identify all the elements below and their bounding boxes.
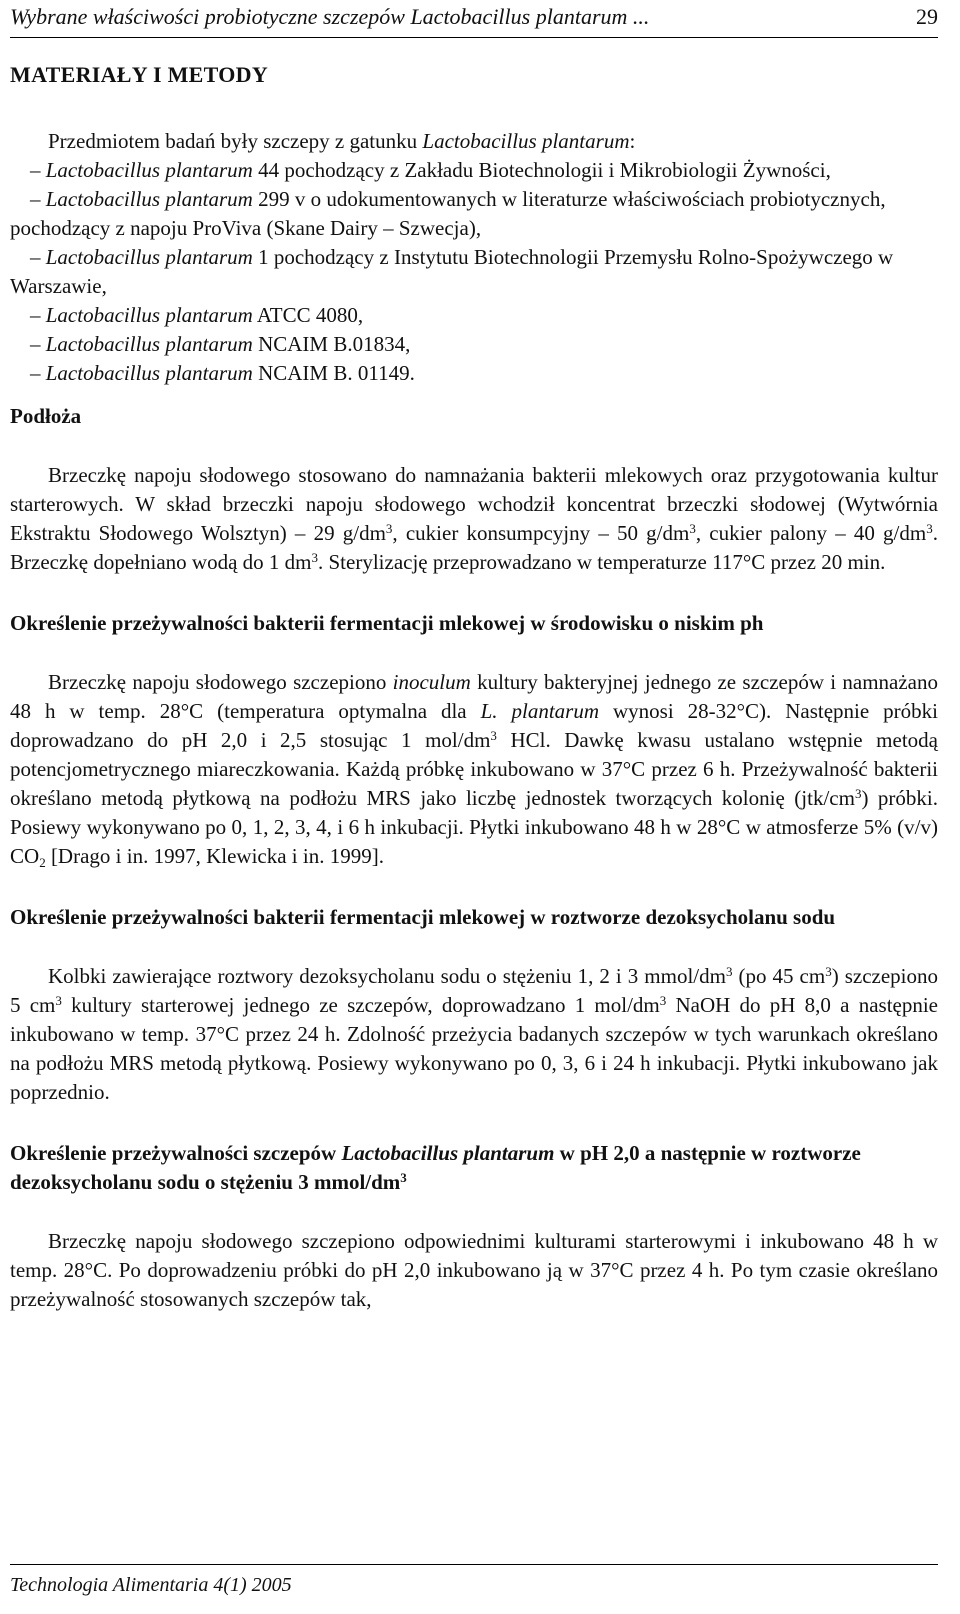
- running-header: [10, 2, 938, 38]
- running-title: Wybrane właściwości probiotyczne szczepów Lactobacillus plantarum ...: [10, 4, 650, 29]
- main-content: [10, 60, 938, 1314]
- low-ph-heading: Określenie przeżywalności bakterii fermentacji mlekowej w środowisku o niskim ph: [10, 611, 764, 635]
- list-item: – Lactobacillus plantarum NCAIM B. 01149.: [30, 361, 415, 385]
- page-number: 29: [916, 4, 938, 29]
- running-footer: [10, 1564, 938, 1600]
- list-item: – Lactobacillus plantarum 1 pochodzący z Instytutu Biotechnologii Przemysłu Rolno-Spożywczego w Warszawie,: [10, 245, 894, 298]
- list-item: – Lactobacillus plantarum 44 pochodzący z Zakładu Biotechnologii i Mikrobiologii Żywności,: [30, 158, 831, 182]
- media-paragraph: Brzeczkę napoju słodowego stosowano do namnażania bakterii mlekowych oraz przygotowania kultur starterowych. W skład brzeczki napoju słodowego wchodził koncentrat brzeczki słodowej (Wytwórnia Ekstraktu Słodowego Wolsztyn) – 29 $g/dm^3$, cukier konsumpcyjny – 50 $g/dm^3$, cukier palony – 40 $g/dm^3$. Brzeczkę dopełniano wodą do 1 $dm^3$. Sterylizację przeprowadzano w temperaturze 117°C przez 20 min.: [10, 463, 938, 574]
- combined-paragraph: Brzeczkę napoju słodowego szczepiono odpowiednimi kulturami starterowymi i inkubowano 48 h w temp. 28°C. Po doprowadzeniu próbki do pH 2,0 inkubowano ją w 37°C przez 4 h. Po tym czasie określano przeżywalność stosowanych szczepów tak,: [10, 1229, 938, 1311]
- media-heading: Podłoża: [10, 404, 82, 428]
- section-title: MATERIAŁY I METODY: [10, 62, 269, 87]
- journal-citation: Technologia Alimentaria 4(1) 2005: [10, 1574, 292, 1596]
- strain-list: [10, 156, 938, 388]
- combined-heading: Określenie przeżywalności szczepów Lactobacillus plantarum w pH 2,0 a następnie w roztworze dezoksycholanu sodu o stężeniu 3 mmol/$dm^3$: [10, 1141, 861, 1194]
- low-ph-paragraph: Brzeczkę napoju słodowego szczepiono inoculum kultury bakteryjnej jednego ze szczepów i namnażano 48 h w temp. 28°C (temperatura optymalna dla L. plantarum wynosi 28-32°C). Następnie próbki doprowadzano do pH 2,0 i 2,5 stosując 1 mol/$dm^3$ HCl. Dawkę kwasu ustalano wstępnie metodą potencjometrycznego miareczkowania. Każdą próbkę inkubowano w 37°C przez 6 h. Przeżywalność bakterii określano metodą płytkową na podłożu MRS jako liczbę jednostek tworzących kolonię $(jtk/cm^3)$ próbki. Posiewy wykonywano po 0, 1, 2, 3, 4, i 6 h inkubacji. Płytki inkubowano 48 h w 28°C w atmosferze 5% (v/v) $CO_2$ [Drago i in. 1997, Klewicka i in. 1999].: [10, 670, 939, 870]
- list-item: – Lactobacillus plantarum ATCC 4080,: [30, 303, 364, 327]
- bile-paragraph: Kolbki zawierające roztwory dezoksycholanu sodu o stężeniu 1, 2 i 3 mmol/$dm^3$ (po 45 $cm^3$) szczepiono 5 $cm^3$ kultury starterowej jednego ze szczepów, doprowadzano 1 mol/$dm^3$ NaOH do pH 8,0 a następnie inkubowano w temp. 37°C przez 24 h. Zdolność przeżycia badanych szczepów w tych warunkach określano na podłożu MRS metodą płytkową. Posiewy wykonywano po 0, 3, 6 i 24 h inkubacji. Płytki inkubowano jak poprzednio.: [10, 964, 938, 1104]
- list-item: – Lactobacillus plantarum 299 v o udokumentowanych w literaturze właściwościach probiotycznych, pochodzący z napoju ProViva (Skane Dairy – Szwecja),: [10, 187, 886, 240]
- list-item: – Lactobacillus plantarum NCAIM B.01834,: [30, 332, 411, 356]
- strains-intro: Przedmiotem badań były szczepy z gatunku Lactobacillus plantarum:: [48, 129, 636, 153]
- bile-heading: Określenie przeżywalności bakterii fermentacji mlekowej w roztworze dezoksycholanu sodu: [10, 905, 836, 929]
